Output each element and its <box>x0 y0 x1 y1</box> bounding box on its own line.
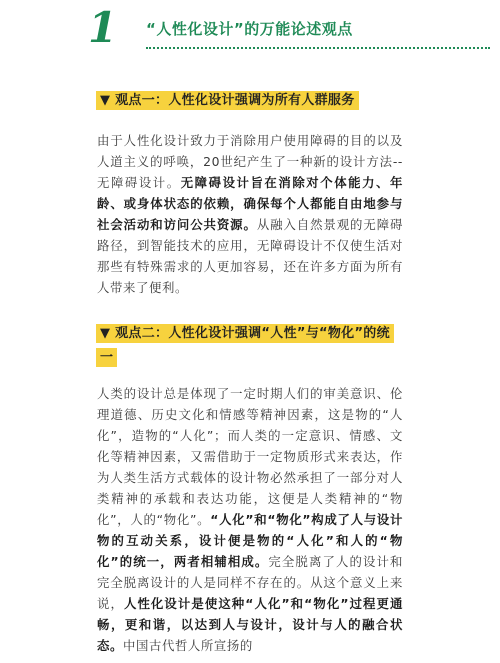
viewpoint-two-heading-text: ▼ 观点二：人性化设计强调“人性”与“物化”的统一 <box>96 324 394 367</box>
title-divider <box>146 47 490 49</box>
emphasized-text: 人性化设计是使这种“人化”和“物化”过程更通畅，更和谐，以达到人与设计，设计与人的融合状态。 <box>97 596 404 653</box>
body-text: 人类的设计总是体现了一定时期人们的审美意识、伦理道德、历史文化和情感等精神因素，这是物的“人化”，造物的“人化”；而人类的一定意识、情感、文化等精神因素，又需借助于一定物质形式来表达，作为人类生活方式载体的设计物必然承担了一部分对人类精神的承载和表达功能，这便是人类精神的“物化”，人的“物化”。 <box>97 386 403 527</box>
emphasized-text: 无障碍设计旨在消除对个体能力、年龄、或身体状态的依赖，确保每个人都能自由地参与社会活动和访问公共资源。 <box>97 175 403 232</box>
body-text: 完全脱离了人的设计和完全脱离设计的人是同样不存在的。从这个意义上来说， <box>97 554 403 611</box>
body-text: 中国古代哲人所宣扬的 <box>122 638 253 653</box>
section-header <box>88 3 418 52</box>
section-number: 1 <box>88 3 118 52</box>
viewpoint-one-heading-text: ▼ 观点一：人性化设计强调为所有人群服务 <box>96 91 359 110</box>
body-text: 由于人性化设计致力于消除用户使用障碍的目的以及人道主义的呼唤，20世纪产生了一种新的设计方法--无障碍设计。 <box>97 133 403 190</box>
viewpoint-two-heading <box>96 322 406 370</box>
page-title: “人性化设计”的万能论述观点 <box>146 20 353 38</box>
body-text: 从融入自然景观的无障碍路径，到智能技术的应用，无障碍设计不仅使生活对那些有特殊需求的人更加容易，还在许多方面为所有人带来了便利。 <box>97 217 403 295</box>
viewpoint-two-paragraph <box>97 383 403 656</box>
emphasized-text: “人化”和“物化”构成了人与设计物的互动关系，设计便是物的“人化”和人的“物化”的统一，两者相辅相成。 <box>97 512 403 569</box>
viewpoint-one-paragraph <box>97 130 403 298</box>
viewpoint-one-heading <box>96 90 396 112</box>
